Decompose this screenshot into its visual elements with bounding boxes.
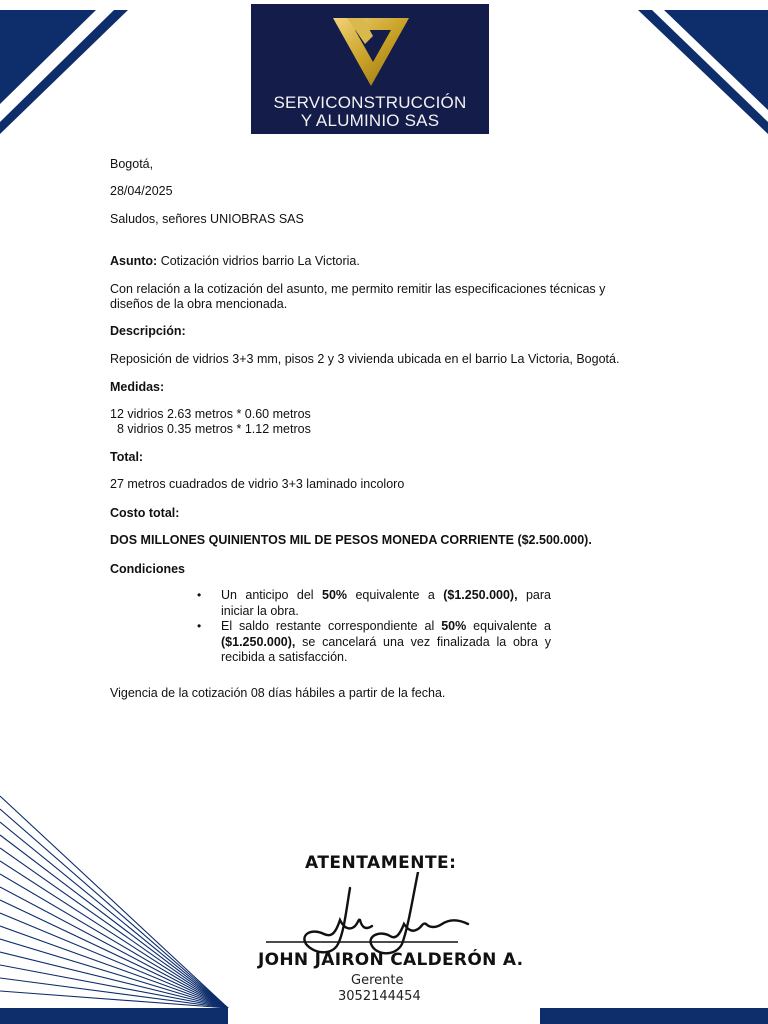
condition-text: para iniciar la obra. — [221, 588, 552, 618]
validity-text: Vigencia de la cotización 08 días hábiles a partir de la fecha. — [110, 686, 446, 700]
cost-text: DOS MILLONES QUINIENTOS MIL DE PESOS MONEDA CORRIENTE ($2.500.000). — [110, 533, 592, 547]
description-heading: Descripción: — [110, 324, 186, 338]
condition-item — [195, 588, 551, 619]
subject-text: Cotización vidrios barrio La Victoria. — [157, 254, 360, 268]
company-logo — [251, 4, 489, 134]
condition-amount: ($1.250.000), — [443, 588, 518, 602]
signer-role-text: Gerente — [351, 973, 404, 988]
conditions-heading: Condiciones — [110, 562, 186, 576]
letter-date: 28/04/2025 — [110, 184, 173, 198]
condition-text: Un anticipo del — [221, 588, 323, 602]
cost-heading: Costo total: — [110, 506, 180, 520]
measure-item: 12 vidrios 2.63 metros * 0.60 metros — [110, 407, 311, 421]
line-fan-decoration — [0, 790, 240, 1024]
condition-amount: ($1.250.000), — [221, 634, 296, 649]
closing-text: ATENTAMENTE: — [305, 853, 457, 873]
bullet-icon: • — [197, 588, 202, 602]
subject-label: Asunto: — [110, 254, 158, 268]
bullet-icon: • — [197, 619, 202, 633]
description-text: Reposición de vidrios 3+3 mm, pisos 2 y 3 vivienda ubicada en el barrio La Victoria, Bogotá. — [110, 352, 620, 366]
fan-line — [0, 874, 228, 1008]
logo-company-line2: Y ALUMINIO SAS — [300, 111, 440, 130]
total-heading: Total: — [110, 450, 144, 464]
fan-line — [0, 939, 228, 1008]
condition-text: equivalente a — [347, 588, 444, 602]
corner-decoration-top-left — [0, 0, 140, 140]
fan-line — [0, 848, 228, 1008]
total-text: 27 metros cuadrados de vidrio 3+3 laminado incoloro — [110, 477, 405, 491]
logo-company-line1: SERVICONSTRUCCIÓN — [273, 93, 467, 112]
fan-line — [0, 900, 228, 1008]
measure-item: 8 vidrios 0.35 metros * 1.12 metros — [117, 422, 311, 436]
letter-city: Bogotá, — [110, 157, 154, 171]
logo-emblem-icon — [333, 16, 409, 88]
handwritten-signature — [262, 872, 482, 962]
letter-subject — [110, 254, 640, 269]
fan-line — [0, 887, 228, 1008]
signer-name: JOHN JAIRON CALDERÓN A. — [258, 950, 524, 970]
fan-line — [0, 809, 228, 1008]
signer-phone-text: 3052144454 — [338, 989, 421, 1004]
condition-percent: 50% — [322, 588, 348, 602]
condition-text: equivalente a — [466, 619, 551, 633]
fan-line — [0, 796, 228, 1008]
condition-text: se cancelará una vez finalizada la obra y recibida a satisfacción. — [221, 634, 551, 664]
letter-intro: Con relación a la cotización del asunto, me permito remitir las especificaciones técnicas y diseños de la obra mencionada. — [110, 282, 606, 311]
conditions-list — [195, 588, 551, 666]
corner-decoration-top-right — [628, 0, 768, 140]
measures-heading: Medidas: — [110, 380, 165, 394]
condition-item — [195, 619, 551, 666]
fan-line — [0, 926, 228, 1008]
condition-text: El saldo restante correspondiente al — [221, 619, 442, 633]
footer-bar-right — [540, 1008, 768, 1024]
condition-percent: 50% — [441, 619, 467, 633]
letter-greeting: Saludos, señores UNIOBRAS SAS — [110, 212, 304, 226]
